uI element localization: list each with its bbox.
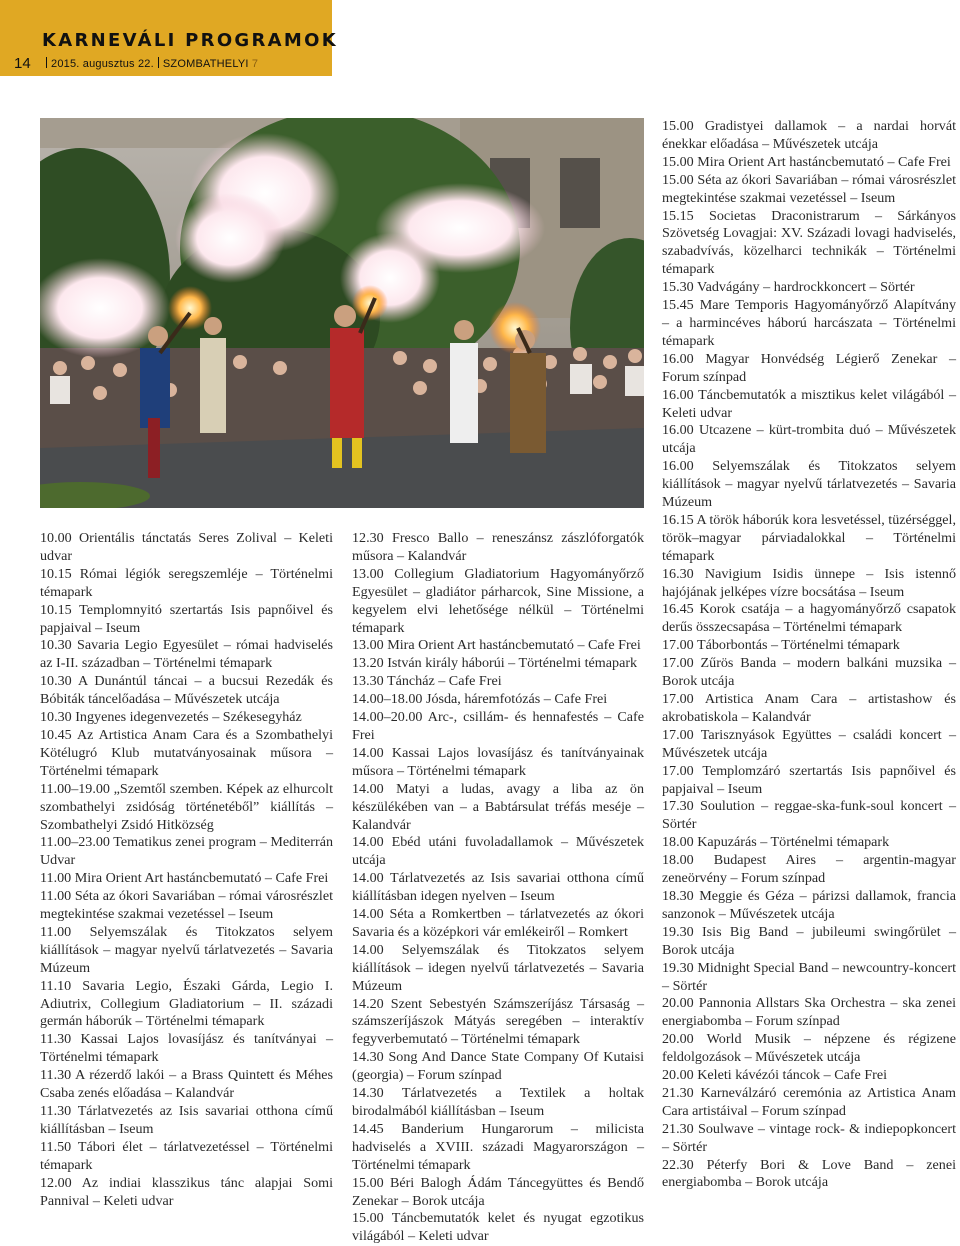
issue-date: 2015. augusztus 22. <box>51 58 154 70</box>
program-entry: 11.00–23.00 Tematikus zenei program – Mediterrán Udvar <box>40 834 333 869</box>
program-entry: 11.30 A rézerdő lakói – a Brass Quintett és Méhes Csaba zenés előadása – Kalandvár <box>40 1067 333 1102</box>
program-entry: 16.00 Utcazene – kürt-trombita duó – Művészetek utcája <box>662 422 956 457</box>
program-entry: 11.00 Séta az ókori Savariában – római városrészlet megtekintése szakmai vezetéssel – Iseum <box>40 888 333 923</box>
program-entry: 16.45 Korok csatája – a hagyományőrző csapatok derűs összecsapása – Történelmi témapark <box>662 601 956 636</box>
program-entry: 19.30 Midnight Special Band – newcountry-koncert – Sörtér <box>662 959 956 994</box>
program-entry: 16.00 Selyemszálak és Titokzatos selyem kiállítások – magyar nyelvű tárlatvezetés – Savaria Múzeum <box>662 458 956 511</box>
program-entry: 20.00 Keleti kávézói táncok – Cafe Frei <box>662 1067 888 1084</box>
program-entry: 17.30 Soulution – reggae-ska-funk-soul koncert – Sörtér <box>662 798 956 833</box>
program-entry: 10.15 Templomnyitó szertartás Isis papnőivel és papjaival – Iseum <box>40 601 333 636</box>
program-entry: 11.00 Selyemszálak és Titokzatos selyem kiállítások – magyar nyelvű tárlatvezetés – Savaria Múzeum <box>40 923 333 976</box>
program-entry: 14.00 Séta a Romkertben – tárlatvezetés az ókori Savaria és a középkori vár emlékeiről – Romkert <box>352 906 644 940</box>
program-entry: 17.00 Táborbontás – Történelmi témapark <box>662 637 900 654</box>
photo-musket-firing-reenactment-icon <box>40 118 644 508</box>
program-entry: 13.30 Táncház – Cafe Frei <box>352 673 502 690</box>
program-entry: 18.30 Meggie és Géza – párizsi dallamok, francia sanzonok – Művészetek utcája <box>662 887 956 922</box>
program-entry: 11.30 Kassai Lajos lovasíjász és tanítványai – Történelmi témapark <box>40 1031 333 1066</box>
program-entry: 10.45 Az Artistica Anam Cara és a Szombathelyi Kötélugró Klub mutatványosainak műsora – Történelmi témapark <box>40 726 333 779</box>
program-entry: 12.00 Az indiai klasszikus tánc alapjai Somi Pannival – Keleti udvar <box>40 1174 333 1209</box>
program-entry: 15.00 Béri Balogh Ádám Táncegyüttes és Bendő Zenekar – Borok utcája <box>352 1174 644 1209</box>
program-entry: 14.00 Kassai Lajos lovasíjász és tanítványainak műsora – Történelmi témapark <box>352 744 644 779</box>
program-entry: 17.00 Artistica Anam Cara – artistashow és akrobatiskola – Kalandvár <box>662 691 956 725</box>
program-entry: 20.00 World Musik – népzene és régizene feldolgozások – Művészetek utcája <box>662 1031 956 1066</box>
issue-info <box>42 57 258 70</box>
program-entry: 14.00 Selyemszálak és Titokzatos selyem kiállítások – idegen nyelvű tárlatvezetés – Savaria Múzeum <box>352 941 644 994</box>
program-entry: 14.30 Song And Dance State Company Of Kutaisi (georgia) – Forum színpad <box>352 1049 644 1084</box>
program-entry: 13.00 Collegium Gladiatorium Hagyományőrző Egyesület – gladiátor párharcok, Sine Missione, a kegyelem elvi lehetősége nélkül – Történelmi témapark <box>352 565 644 636</box>
program-entry: 11.30 Tárlatvezetés az Isis savariai otthona című kiállításban – Iseum <box>40 1103 333 1137</box>
program-entry: 14.20 Szent Sebestyén Számszeríjász Társaság – számszeríjászok Mátyás seregében – interaktív fegyverbemutató – Történelmi témapark <box>352 995 644 1048</box>
program-entry: 14.00–18.00 Jósda, háremfotózás – Cafe Frei <box>352 691 608 708</box>
publication-name: SZOMBATHELYI <box>162 58 249 70</box>
program-entry: 13.00 Mira Orient Art hastáncbemutató – Cafe Frei <box>352 637 641 654</box>
divider <box>158 57 159 68</box>
program-entry: 16.30 Navigium Isidis ünnepe – Isis istennő hajójának jelképes vízre bocsátása – Iseum <box>662 565 956 600</box>
program-entry: 14.00 Matyi a ludas, avagy a liba az ön készülékében van – a Babtársulat tréfás meséje – Kalandvár <box>352 780 644 833</box>
program-entry: 14.30 Tárlatvezetés a Textilek a holtak birodalmából kiállításban – Iseum <box>352 1085 644 1119</box>
program-entry: 12.30 Fresco Ballo – reneszánsz zászlóforgatók műsora – Kalandvár <box>352 530 644 564</box>
program-entry: 11.00–19.00 „Szemtől szemben. Képek az elhurcolt szombathelyi zsidóság történetéből” kiállítás – Szombathelyi Zsidó Hitközség <box>40 780 333 833</box>
program-entry: 15.30 Vadvágány – hardrockkoncert – Sörtér <box>662 279 915 296</box>
program-entry: 18.00 Budapest Aires – argentin-magyar zeneörvény – Forum színpad <box>662 852 956 887</box>
divider <box>46 57 47 68</box>
page-header <box>0 0 338 76</box>
program-entry: 14.00–20.00 Arc-, csillám- és hennafestés – Cafe Frei <box>352 709 644 743</box>
page-number: 14 <box>14 55 31 72</box>
program-entry: 10.00 Orientális tánctatás Seres Zolival – Keleti udvar <box>40 530 333 564</box>
program-entry: 10.30 Savaria Legio Egyesület – római hadviselés az I-II. században – Történelmi témapark <box>40 637 333 672</box>
program-entry: 11.00 Mira Orient Art hastáncbemutató – Cafe Frei <box>40 870 329 887</box>
program-entry: 21.30 Karneválzáró ceremónia az Artistica Anam Cara artistáival – Forum színpad <box>662 1084 956 1119</box>
event-photo <box>40 118 644 508</box>
program-entry: 15.45 Mare Temporis Hagyományőrző Alapítvány – a harmincéves háború harcászata – Történelmi témapark <box>662 297 956 349</box>
program-entry: 17.00 Templomzáró szertartás Isis papnőivel és papjaival – Iseum <box>662 762 956 797</box>
program-entry: 15.00 Táncbemutatók kelet és nyugat egzotikus világából – Keleti udvar <box>352 1210 644 1245</box>
program-entry: 16.00 Táncbemutatók a misztikus kelet világából – Keleti udvar <box>662 386 956 421</box>
section-title: KARNEVÁLI PROGRAMOK <box>42 30 338 51</box>
program-entry: 10.15 Római légiók seregszemléje – Történelmi témapark <box>40 565 333 600</box>
program-entry: 15.00 Séta az ókori Savariában – római városrészlet megtekintése szakmai vezetéssel – Iseum <box>662 171 956 206</box>
program-entry: 10.30 Ingyenes idegenvezetés – Székesegyház <box>40 709 302 726</box>
program-entry: 10.30 A Dunántúl táncai – a bucsui Rezedák és Bóbiták táncelőadása – Művészetek utcája <box>40 673 333 708</box>
program-entry: 18.00 Kapuzárás – Történelmi témapark <box>662 834 890 851</box>
program-entry: 11.10 Savaria Legio, Északi Gárda, Legio I. Adiutrix, Collegium Gladiatorium – II. századi germán háborúk – Történelmi témapark <box>40 977 333 1030</box>
program-entry: 14.45 Banderium Hungarorum – milicista hadviselés a XVIII. századi Magyarországon – Történelmi témapark <box>352 1120 644 1173</box>
program-entry: 15.00 Gradistyei dallamok – a nardai horvát énekkar előadása – Művészetek utcája <box>662 118 956 152</box>
program-column-3 <box>662 118 956 1192</box>
program-entry: 22.30 Péterfy Bori & Love Band – zenei energiabomba – Borok utcája <box>662 1156 956 1191</box>
program-entry: 19.30 Isis Big Band – jubileumi swingőrület – Borok utcája <box>662 923 956 958</box>
program-entry: 13.20 István király háborúi – Történelmi témapark <box>352 655 638 672</box>
program-column-2 <box>352 530 644 1246</box>
program-entry: 20.00 Pannonia Allstars Ska Orchestra – ska zenei energiabomba – Forum színpad <box>662 995 956 1030</box>
program-entry: 14.00 Tárlatvezetés az Isis savariai otthona című kiállításban idegen nyelven – Iseum <box>352 870 644 905</box>
program-entry: 17.00 Zűrös Banda – modern balkáni muzsika – Borok utcája <box>662 655 956 690</box>
program-entry: 17.00 Tarisznyások Együttes – családi koncert – Művészetek utcája <box>662 726 956 761</box>
program-entry: 15.00 Mira Orient Art hastáncbemutató – Cafe Frei <box>662 153 951 170</box>
program-entry: 11.50 Tábori élet – tárlatvezetéssel – Történelmi témapark <box>40 1138 333 1173</box>
program-entry: 14.00 Ebéd utáni fuvoladallamok – Művészetek utcája <box>352 834 644 869</box>
program-column-1 <box>40 530 333 1210</box>
program-entry: 16.00 Magyar Honvédség Légierő Zenekar – Forum színpad <box>662 350 956 385</box>
publication-number: 7 <box>251 58 259 70</box>
program-entry: 21.30 Soulwave – vintage rock- & indiepopkoncert – Sörtér <box>662 1120 956 1155</box>
program-entry: 15.15 Societas Draconistrarum – Sárkányos Szövetség Lovagjai: XV. Századi lovagi hadviselés, szabadvívás, közelharci technikák – Történelmi témapark <box>662 207 956 278</box>
program-entry: 16.15 A török háborúk kora lesvetéssel, tüzérséggel, török–magyar párviadalokkal – Történelmi témapark <box>662 511 956 564</box>
